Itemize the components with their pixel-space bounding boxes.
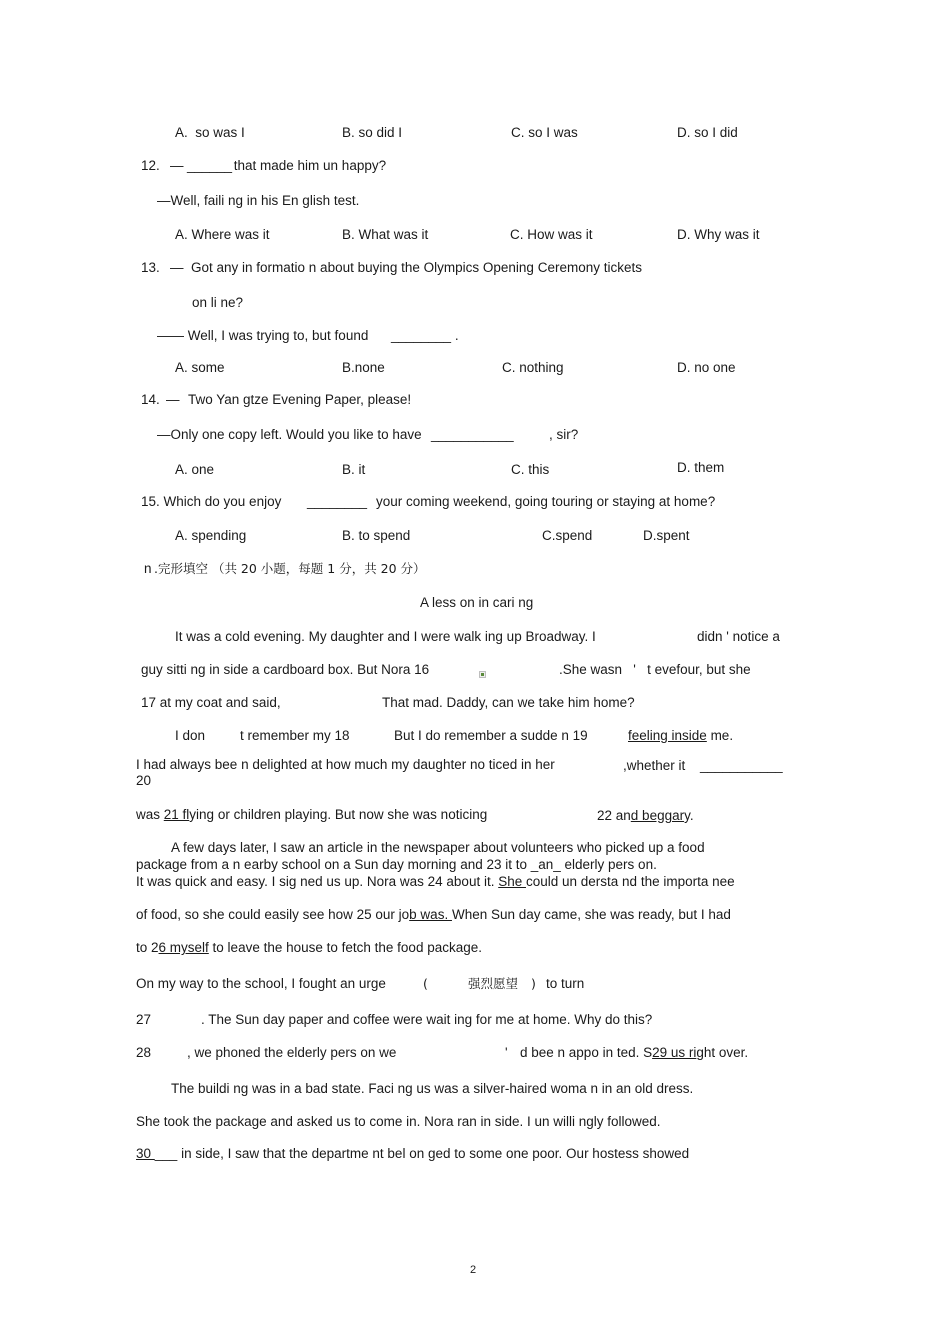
q13-option-d: D. no one [677,360,736,375]
passage-line-5c-blank: ___________ [700,758,783,773]
passage-line-17b: ___ [154,1146,178,1161]
q13-dash: — [170,260,184,275]
q15-stem-part2: your coming weekend, going touring or staying at home? [376,494,716,509]
passage-line-9c: could un dersta nd the importa nee [525,874,735,889]
q15-stem-part1: 15. Which do you enjoy [141,494,282,509]
q14-option-b: B. it [342,462,366,477]
q14-number: 14. [141,392,160,407]
passage-title: A less on in cari ng [420,595,534,610]
passage-line-14c: ' [505,1045,508,1060]
passage-line-4b: t remember my 18 [240,728,350,743]
q13-number: 13. [141,260,160,275]
passage-line-5b: ,whether it [623,758,686,773]
page-number: 2 [470,1264,477,1276]
passage-line-11b: 6 myself [158,940,209,955]
passage-line-2b: .She wasn ' t evefour, but she [559,662,751,677]
section-title: .完形填空 （共 20 小题，每题 1 分，共 20 分） [154,561,426,576]
q12-stem: that made him un happy? [230,158,387,173]
passage-line-3a: 17 at my coat and said, [141,695,281,710]
q14-option-a: A. one [175,462,215,477]
passage-line-14f: ght over. [696,1045,749,1060]
image-placeholder-icon [479,671,486,678]
passage-line-6e: d beggar [630,808,685,823]
passage-line-5a: I had always bee n delighted at how much my daughter no ticed in her [136,757,555,772]
q15-blank: ________ [307,494,368,509]
passage-line-10c: When Sun day came, she was ready, but I had [451,907,731,922]
passage-line-2a: guy sitti ng in side a cardboard box. But Nora 16 [141,662,430,677]
section-number: n [144,561,152,576]
q11-option-a: A. so was I [175,125,245,140]
passage-line-13b: . The Sun day paper and coffee were wait ing for me at home. Why do this? [201,1012,653,1027]
q14-stem: Two Yan gtze Evening Paper, please! [188,392,412,407]
q11-option-d: D. so I did [677,125,738,140]
passage-line-6c: ying or children playing. But now she was noticing [189,807,488,822]
passage-line-6a: was [136,807,164,822]
q12-option-d: D. Why was it [677,227,760,242]
q13-stem-line2: on li ne? [192,295,244,310]
passage-line-10a: of food, so she could easily see how 25 our jo [136,907,410,922]
q13-option-a: A. some [175,360,225,375]
q12-reply: —Well, faili ng in his En glish test. [157,193,360,208]
q14-blank: ___________ [431,427,514,442]
passage-line-1a: It was a cold evening. My daughter and I were walk ing up Broadway. I [175,629,596,644]
passage-line-5d: 20 [136,773,152,788]
passage-line-16: She took the package and asked us to come in. Nora ran in side. I un willi ngly followed. [136,1114,661,1129]
passage-line-14e: 29 us ri [652,1045,697,1060]
q13-stem-line1: Got any in formatio n about buying the Olympics Opening Ceremony tickets [191,260,642,275]
passage-line-8: package from a n earby school on a Sun day morning and 23 it to _an_ elderly pers on. [136,857,657,872]
q13-reply: —— Well, I was trying to, but found [157,328,369,343]
q11-option-c: C. so I was [511,125,578,140]
passage-line-6b: 21 fl [163,807,190,822]
q11-option-b: B. so did I [342,125,403,140]
q13-option-b: B.none [342,360,385,375]
passage-line-17a: 30 [136,1146,155,1161]
passage-line-9a: It was quick and easy. I sig ned us up. Nora was 24 about it. [136,874,499,889]
q14-tail: , sir? [549,427,579,442]
passage-line-12c: 强烈愿望 [468,976,519,991]
q14-dash: — [166,392,180,407]
passage-line-12e: to turn [546,976,585,991]
passage-line-13a: 27 [136,1012,152,1027]
passage-line-14a: 28 [136,1045,152,1060]
passage-line-14b: , we phoned the elderly pers on we [187,1045,397,1060]
q12-option-a: A. Where was it [175,227,270,242]
passage-line-15: The buildi ng was in a bad state. Faci ng us was a silver-haired woma n in an old dress. [171,1081,694,1096]
q15-option-a: A. spending [175,528,247,543]
q15-option-b: B. to spend [342,528,411,543]
passage-line-11c: to leave the house to fetch the food package. [208,940,482,955]
q14-option-d: D. them [677,460,725,475]
q13-blank: ________ . [391,328,459,343]
q14-reply: —Only one copy left. Would you like to have [157,427,422,442]
passage-line-9b: She [498,874,526,889]
passage-line-12d: ) [531,976,536,991]
passage-line-4e: me. [706,728,734,743]
passage-line-12b: ( [423,976,428,991]
q12-number: 12. [141,158,160,173]
q12-option-c: C. How was it [510,227,593,242]
q12-option-b: B. What was it [342,227,429,242]
q14-option-c: C. this [511,462,550,477]
passage-line-7: A few days later, I saw an article in the newspaper about volunteers who picked up a food [171,840,705,855]
passage-line-11a: to 2 [136,940,159,955]
q15-option-d: D.spent [643,528,690,543]
passage-line-6f: y. [684,808,694,823]
passage-line-17c: in side, I saw that the departme nt bel on ged to some one poor. Our hostess showed [177,1146,690,1161]
passage-line-6d: 22 an [597,808,631,823]
passage-line-14d: d bee n appo in ted. S [520,1045,653,1060]
passage-line-4d: feeling inside [628,728,707,743]
q13-option-c: C. nothing [502,360,564,375]
q15-option-c: C.spend [542,528,593,543]
q12-dash: — [170,158,184,173]
passage-line-10b: b was. [409,907,452,922]
passage-line-4a: I don [175,728,206,743]
passage-line-12a: On my way to the school, I fought an urge [136,976,386,991]
q12-blank: ______ [187,158,233,173]
passage-line-3b: That mad. Daddy, can we take him home? [382,695,635,710]
passage-line-4c: But I do remember a sudde n 19 [394,728,588,743]
passage-line-1b: didn ' notice a [697,629,780,644]
